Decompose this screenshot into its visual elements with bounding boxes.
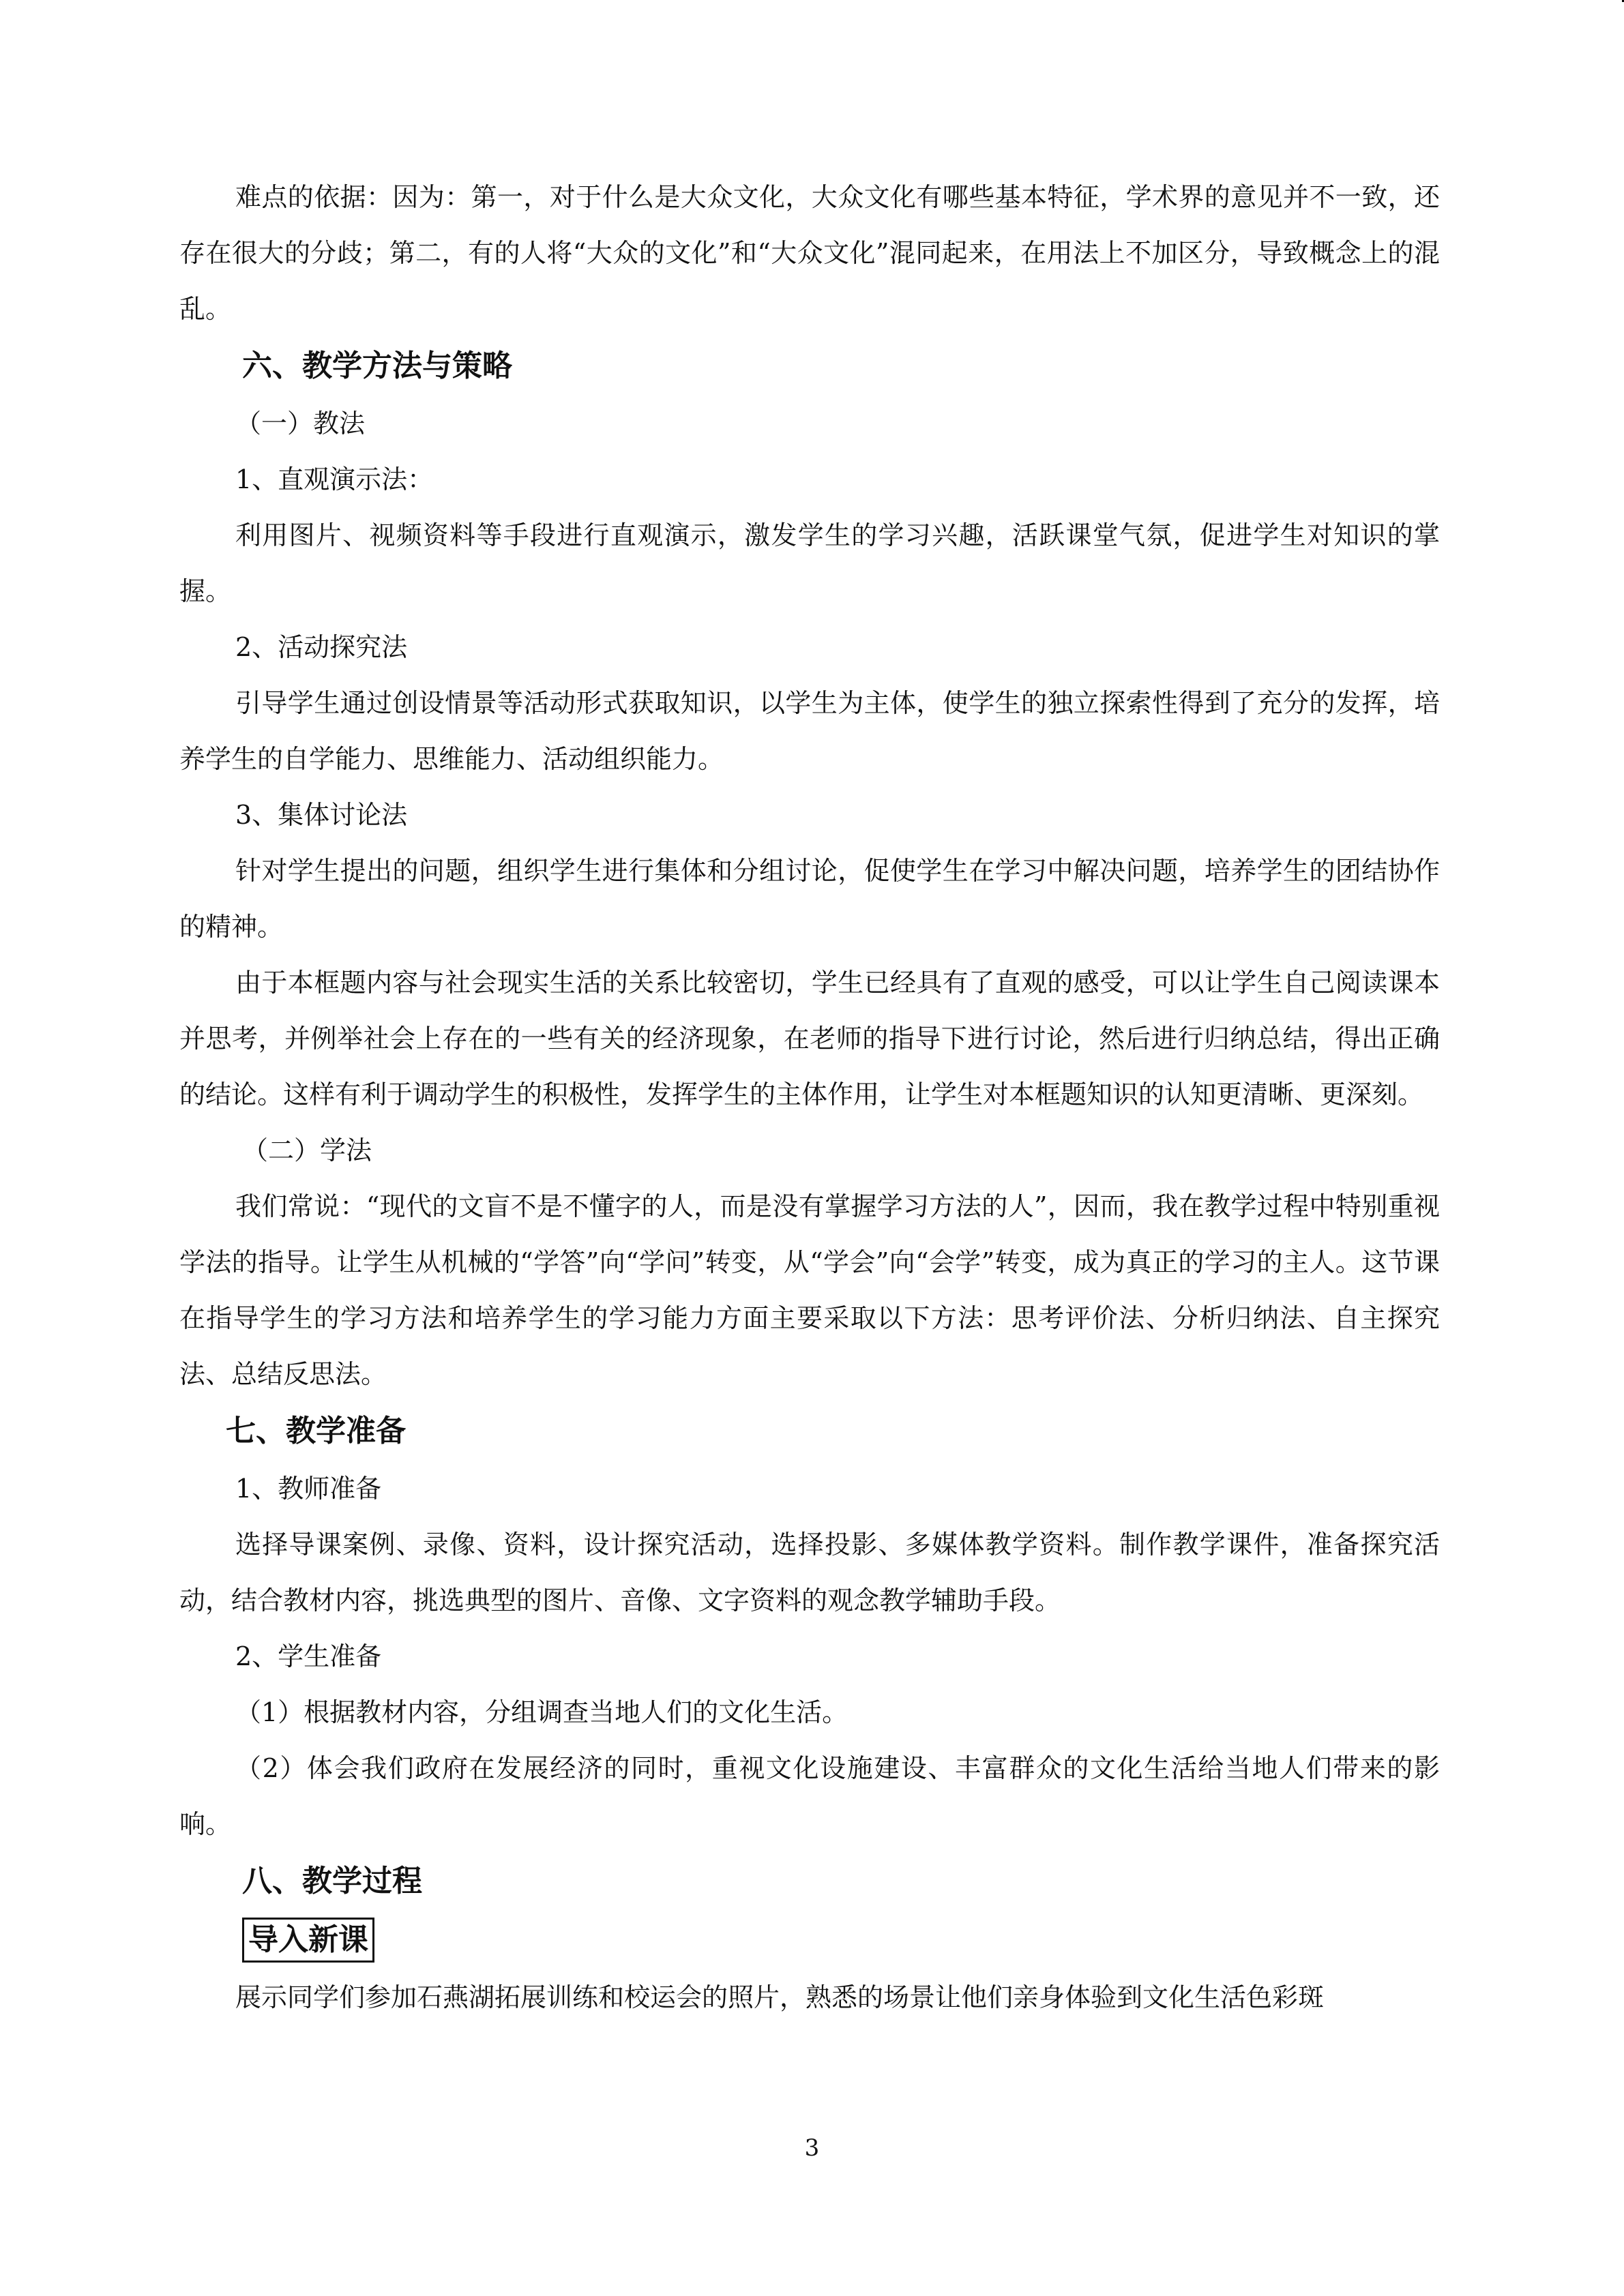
paragraph-teacher-preparation: 选择导课案例、录像、资料，设计探究活动，选择投影、多媒体教学资料。制作教学课件，准备探究活动，结合教材内容，挑选典型的图片、音像、文字资料的观念教学辅助手段。 xyxy=(179,1530,1440,1615)
item-group-discussion: 3、集体讨论法 xyxy=(235,800,408,830)
heading-teaching-methods: 六、教学方法与策略 xyxy=(242,348,512,383)
subheading-learning-method: （二）学法 xyxy=(242,1135,372,1165)
paragraph-group-discussion: 针对学生提出的问题，组织学生进行集体和分组讨论，促使学生在学习中解决问题，培养学生的团结协作的精神。 xyxy=(179,856,1440,942)
paragraph-demonstration: 利用图片、视频资料等手段进行直观演示，激发学生的学习兴趣，活跃课堂气氛，促进学生对知识的掌握。 xyxy=(179,520,1440,606)
item-teacher-preparation: 1、教师准备 xyxy=(235,1474,382,1504)
boxed-title-new-lesson: 导入新课 xyxy=(242,1918,374,1963)
heading-teaching-process: 八、教学过程 xyxy=(242,1864,422,1898)
subheading-teaching-method: （一）教法 xyxy=(235,408,366,438)
item-direct-demonstration: 1、直观演示法： xyxy=(235,464,434,494)
paragraph-introduction: 展示同学们参加石燕湖拓展训练和校运会的照片，熟悉的场景让他们亲身体验到文化生活色彩斑 xyxy=(235,1982,1325,2012)
page-content xyxy=(179,169,1440,2025)
boxed-title-wrapper xyxy=(179,1911,1440,1969)
item-student-preparation: 2、学生准备 xyxy=(235,1641,382,1671)
paragraph-activity-inquiry: 引导学生通过创设情景等活动形式获取知识，以学生为主体，使学生的独立探索性得到了充分的发挥，培养学生的自学能力、思维能力、活动组织能力。 xyxy=(179,688,1440,774)
paragraph-difficulty-basis: 难点的依据：因为：第一，对于什么是大众文化，大众文化有哪些基本特征，学术界的意见并不一致，还存在很大的分歧；第二，有的人将“大众的文化”和“大众文化”混同起来，在用法上不加区分，导致概念上的混乱。 xyxy=(179,182,1440,324)
paragraph-real-life: 由于本框题内容与社会现实生活的关系比较密切，学生已经具有了直观的感受，可以让学生自己阅读课本并思考，并例举社会上存在的一些有关的经济现象，在老师的指导下进行讨论，然后进行归纳总结，得出正确的结论。这样有利于调动学生的积极性，发挥学生的主体作用，让学生对本框题知识的认知更清晰、更深刻。 xyxy=(179,968,1440,1109)
paragraph-student-experience: （2）体会我们政府在发展经济的同时，重视文化设施建设、丰富群众的文化生活给当地人们带来的影响。 xyxy=(179,1753,1440,1839)
paragraph-learning-method: 我们常说：“现代的文盲不是不懂字的人，而是没有掌握学习方法的人”，因而，我在教学过程中特别重视学法的指导。让学生从机械的“学答”向“学问”转变，从“学会”向“会学”转变，成为真正的学习的主人。这节课在指导学生的学习方法和培养学生的学习能力方面主要采取以下方法：思考评价法、分析归纳法、自主探究法、总结反思法。 xyxy=(179,1191,1440,1389)
item-activity-inquiry: 2、活动探究法 xyxy=(235,632,408,662)
heading-teaching-preparation: 七、教学准备 xyxy=(226,1414,406,1448)
page-number: 3 xyxy=(804,2134,820,2162)
item-student-survey: （1）根据教材内容，分组调查当地人们的文化生活。 xyxy=(235,1697,848,1727)
